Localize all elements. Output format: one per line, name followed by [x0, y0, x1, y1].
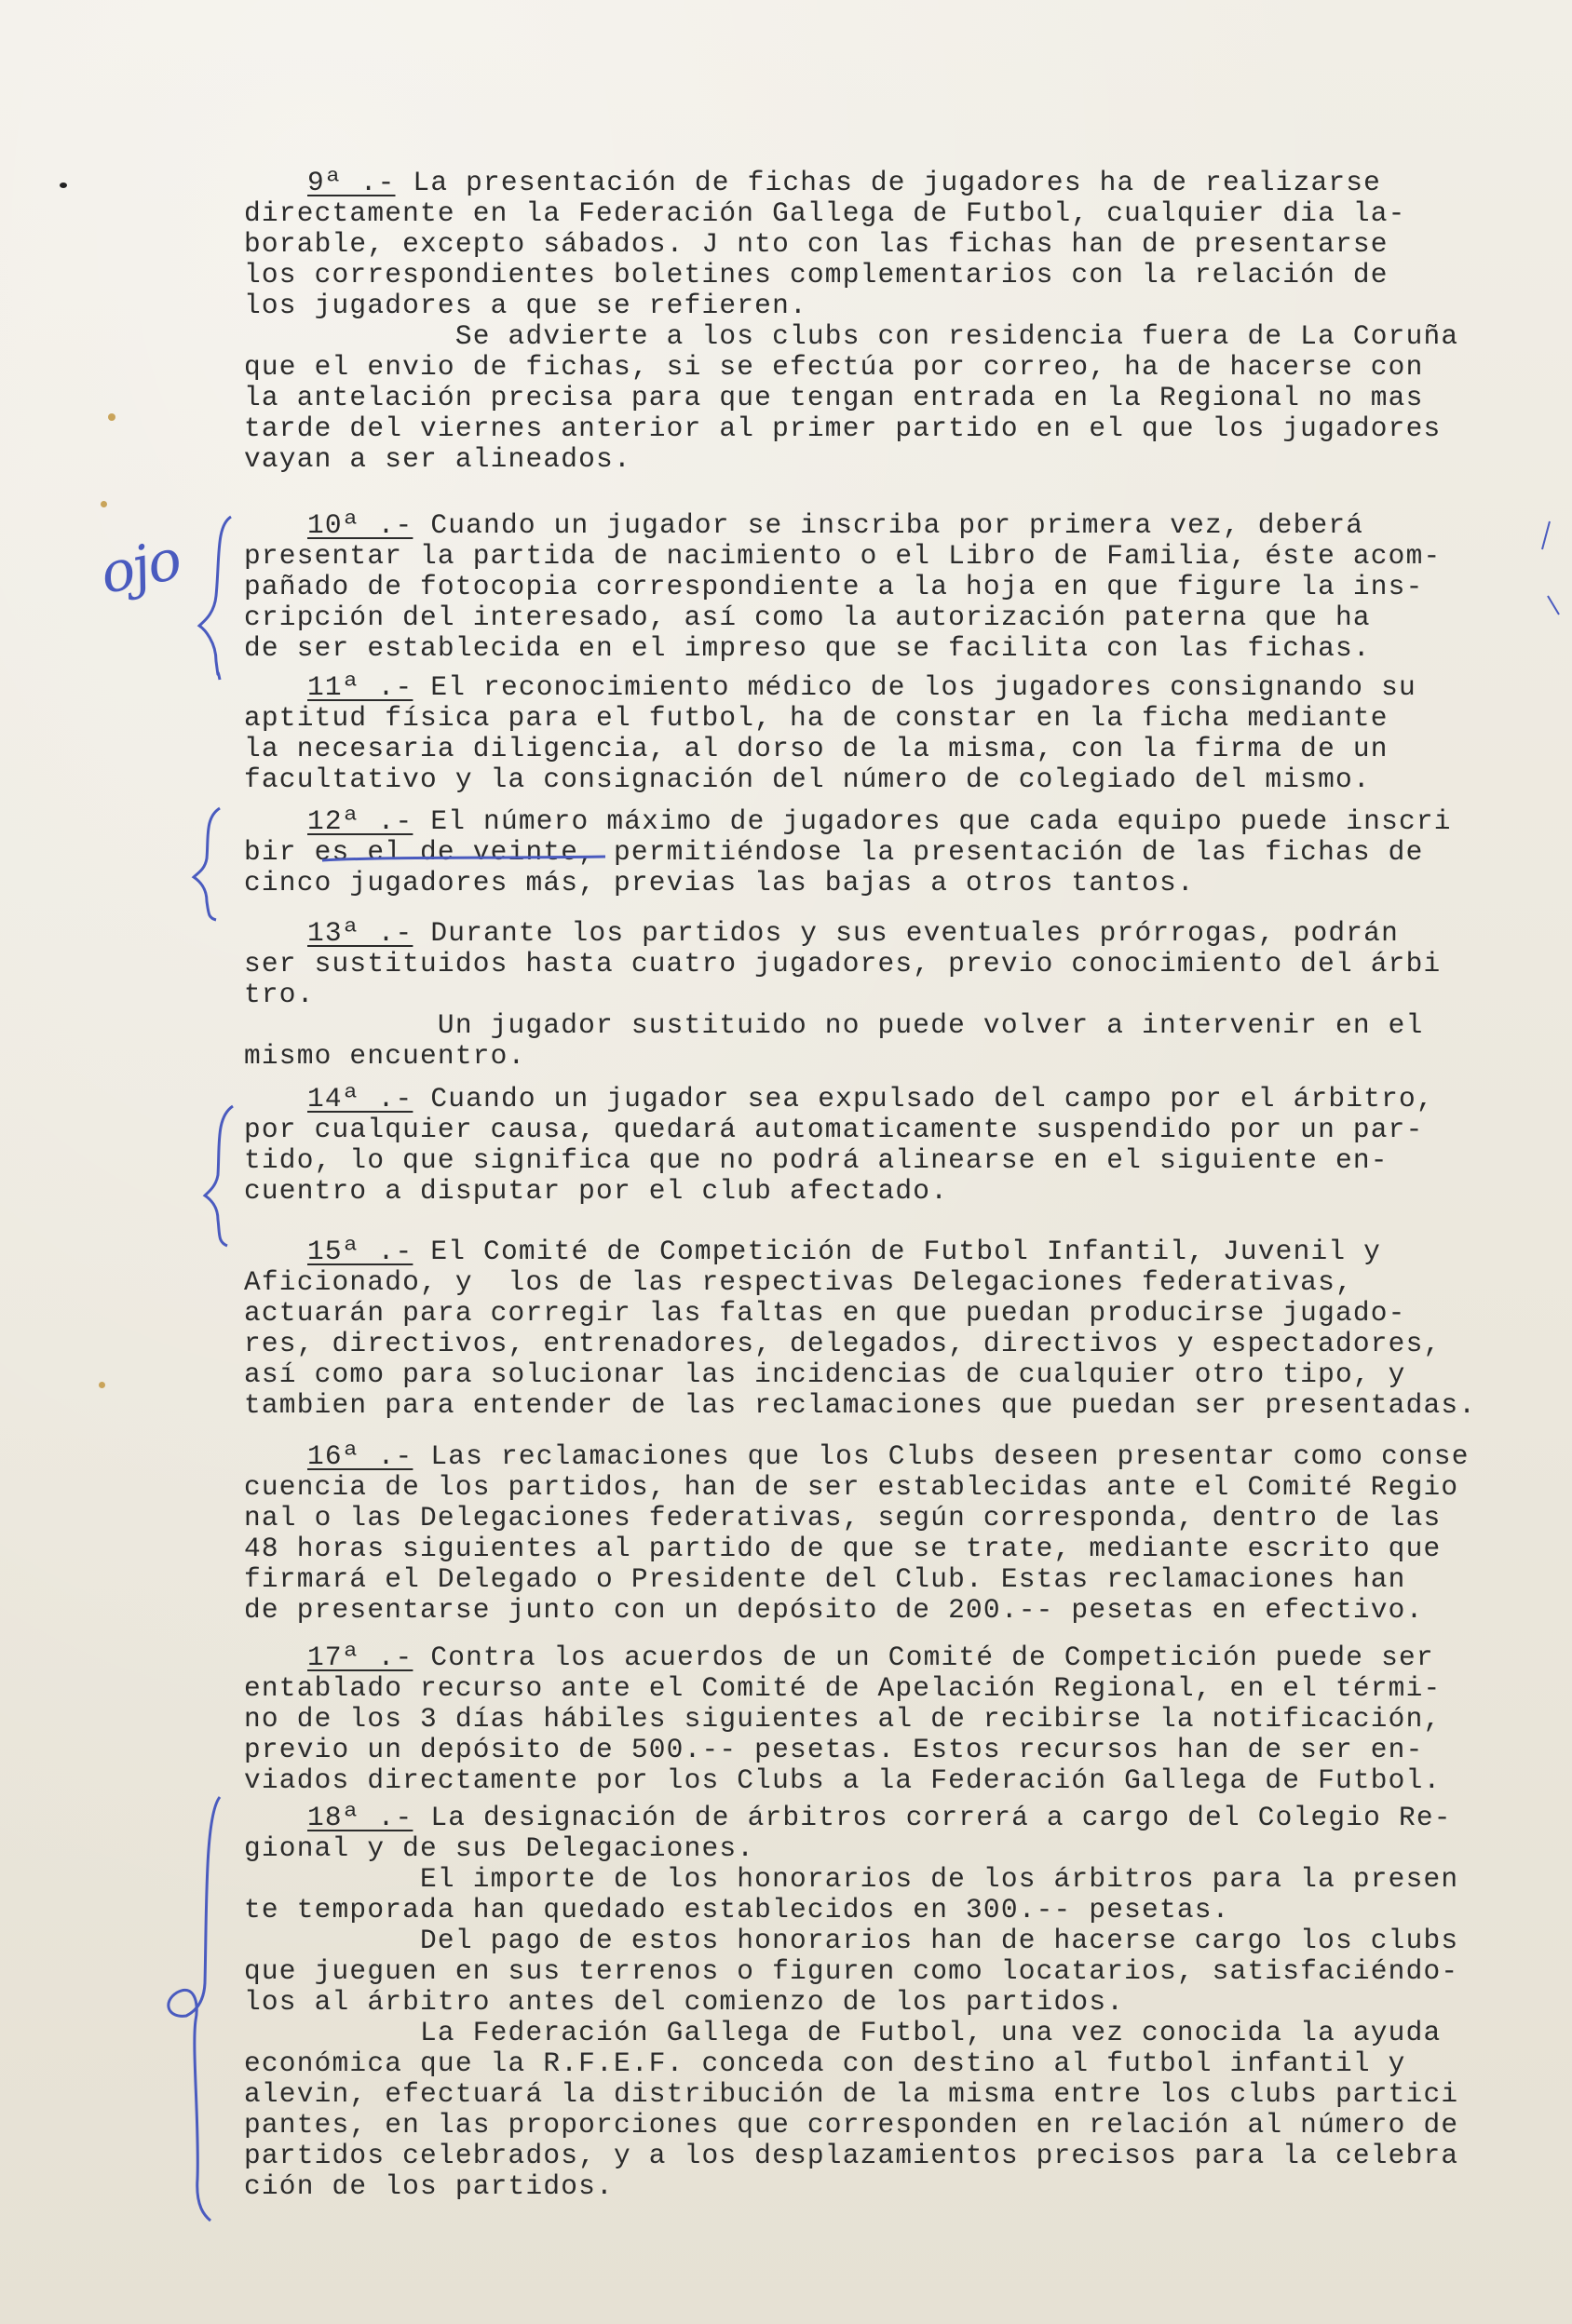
line-text: por cualquier causa, quedará automaticamente suspendido por un par- — [244, 1114, 1424, 1145]
margin-tick-right-2 — [1548, 596, 1559, 615]
margin-tick-right-1 — [1542, 521, 1550, 549]
line-text: La designación de árbitros correrá a cargo del Colegio Re- — [430, 1802, 1452, 1833]
line-text: cripción del interesado, así como la autorización paterna que ha — [244, 601, 1371, 633]
line-text: cuencia de los partidos, han de ser establecidas ante el Comité Regio — [244, 1471, 1459, 1503]
line-text: de presentarse junto con un depósito de 200.-- pesetas en efectivo. — [244, 1594, 1424, 1626]
line-text: Las reclamaciones que los Clubs deseen presentar como conse — [430, 1440, 1470, 1472]
line-text: directamente en la Federación Gallega de Futbol, cualquier dia la- — [244, 197, 1406, 229]
line-text: Del pago de estos honorarios han de hacerse cargo los clubs — [244, 1925, 1459, 1956]
line-text: que jueguen en sus terrenos o figuren como locatarios, satisfaciéndo- — [244, 1955, 1459, 1987]
line-text: res, directivos, entrenadores, delegados, directivos y espectadores, — [244, 1328, 1442, 1359]
line-text: La presentación de fichas de jugadores ha de realizarse — [413, 167, 1382, 198]
line-text: facultativo y la consignación del número de colegiado del mismo. — [244, 763, 1371, 795]
line-text: El número máximo de jugadores que cada equipo puede inscri — [430, 805, 1452, 837]
line-text: los jugadores a que se refieren. — [244, 290, 807, 321]
line-text: partidos celebrados, y a los desplazamientos precisos para la celebra — [244, 2140, 1459, 2171]
paper-speck — [60, 182, 67, 188]
line-text: nal o las Delegaciones federativas, según corresponda, dentro de las — [244, 1502, 1442, 1534]
line-text: borable, excepto sábados. J nto con las fichas han de presentarse — [244, 228, 1389, 260]
section-number: 13ª .- — [307, 917, 413, 949]
section-number: 11ª .- — [307, 671, 413, 703]
section-number: 17ª .- — [307, 1642, 413, 1673]
paper-stain — [101, 501, 107, 507]
line-text: cuentro a disputar por el club afectado. — [244, 1175, 949, 1207]
brace-section-14 — [205, 1106, 233, 1246]
paper-stain — [108, 413, 115, 421]
line-text: la necesaria diligencia, al dorso de la misma, con la firma de un — [244, 733, 1389, 764]
section-number: 18ª .- — [307, 1802, 413, 1833]
line-text: ción de los partidos. — [244, 2170, 614, 2202]
line-text: La Federación Gallega de Futbol, una vez conocida la ayuda — [244, 2017, 1442, 2048]
section-number: 16ª .- — [307, 1440, 413, 1472]
section-number: 12ª .- — [307, 805, 413, 837]
line-text: El reconocimiento médico de los jugadores consignando su — [430, 671, 1416, 703]
line-text: que el envio de fichas, si se efectúa por correo, ha de hacerse con — [244, 351, 1424, 383]
line-text: vayan a ser alineados. — [244, 443, 631, 475]
brace-section-10 — [199, 517, 231, 680]
line-text: pantes, en las proporciones que corresponden en relación al número de — [244, 2109, 1459, 2141]
line-text: tido, lo que significa que no podrá alinearse en el siguiente en- — [244, 1144, 1389, 1176]
line-text: Aficionado, y los de las respectivas Delegaciones federativas, — [244, 1266, 1353, 1298]
line-text: tro. — [244, 979, 315, 1010]
brace-section-12 — [194, 808, 220, 920]
line-text: así como para solucionar las incidencias de cualquier otro tipo, y — [244, 1358, 1406, 1390]
line-text: los correspondientes boletines complementarios con la relación de — [244, 259, 1389, 290]
line-text: presentar la partida de nacimiento o el Libro de Familia, éste acom- — [244, 540, 1442, 572]
line-text: Cuando un jugador se inscriba por primera vez, deberá — [430, 509, 1364, 541]
margin-note-ojo: ojo — [94, 526, 186, 608]
line-text: mismo encuentro. — [244, 1040, 526, 1072]
line-text: ser sustituidos hasta cuatro jugadores, previo conocimiento del árbi — [244, 948, 1442, 980]
underline-es-el-de-veinte — [322, 857, 605, 860]
line-text: viados directamente por los Clubs a la Federación Gallega de Futbol. — [244, 1764, 1442, 1796]
line-text: te temporada han quedado establecidos en 300.-- pesetas. — [244, 1894, 1230, 1925]
line-text: aptitud física para el futbol, ha de constar en la ficha mediante — [244, 702, 1389, 734]
line-text: Durante los partidos y sus eventuales prórrogas, podrán — [430, 917, 1399, 949]
section-number: 15ª .- — [307, 1236, 413, 1267]
line-text: pañado de fotocopia correspondiente a la hoja en que figure la ins- — [244, 571, 1424, 602]
line-text: no de los 3 días hábiles siguientes al de recibirse la notificación, — [244, 1703, 1442, 1735]
line-text: los al árbitro antes del comienzo de los partidos. — [244, 1986, 1125, 2018]
line-text: firmará el Delegado o Presidente del Club. Estas reclamaciones han — [244, 1563, 1406, 1595]
line-text: la antelación precisa para que tengan entrada en la Regional no mas — [244, 382, 1424, 413]
line-text: actuarán para corregir las faltas en que puedan producirse jugado- — [244, 1297, 1406, 1329]
line-text: previo un depósito de 500.-- pesetas. Estos recursos han de ser en- — [244, 1734, 1424, 1765]
paper-stain — [99, 1382, 105, 1388]
line-text: Se advierte a los clubs con residencia fuera de La Coruña — [244, 320, 1459, 352]
line-text: El importe de los honorarios de los árbitros para la presen — [244, 1863, 1459, 1895]
line-text: tarde del viernes anterior al primer partido en el que los jugadores — [244, 412, 1442, 444]
line-text: económica que la R.F.E.F. conceda con destino al futbol infantil y — [244, 2047, 1406, 2079]
line-text: de ser establecida en el impreso que se facilita con las fichas. — [244, 632, 1371, 664]
section-number: 9ª .- — [307, 167, 396, 198]
line-text: El Comité de Competición de Futbol Infantil, Juvenil y — [430, 1236, 1382, 1267]
brace-section-18 — [169, 1797, 220, 2221]
line-text: 48 horas siguientes al partido de que se trate, mediante escrito que — [244, 1533, 1442, 1564]
line-text: alevin, efectuará la distribución de la misma entre los clubs partici — [244, 2078, 1459, 2110]
line-text: cinco jugadores más, previas las bajas a otros tantos. — [244, 867, 1195, 899]
line-text: Un jugador sustituido no puede volver a intervenir en el — [244, 1009, 1424, 1041]
line-text: tambien para entender de las reclamaciones que puedan ser presentadas. — [244, 1389, 1477, 1421]
line-text: Contra los acuerdos de un Comité de Competición puede ser — [430, 1642, 1434, 1673]
line-text: entablado recurso ante el Comité de Apelación Regional, en el térmi- — [244, 1672, 1442, 1704]
line-text: Cuando un jugador sea expulsado del campo por el árbitro, — [430, 1083, 1434, 1115]
line-text: bir es el de veinte, permitiéndose la presentación de las fichas de — [244, 836, 1424, 868]
section-number: 10ª .- — [307, 509, 413, 541]
line-text: gional y de sus Delegaciones. — [244, 1832, 755, 1864]
section-number: 14ª .- — [307, 1083, 413, 1115]
